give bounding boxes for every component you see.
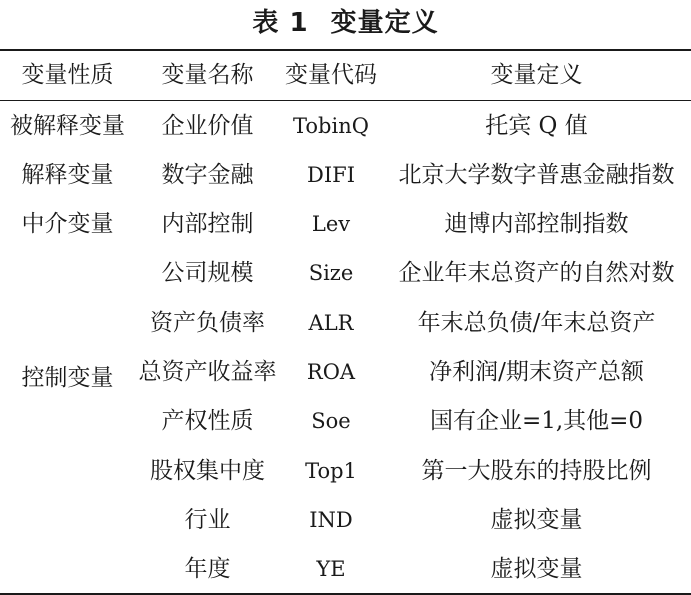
row-code: YE — [316, 557, 346, 581]
table-caption: 变量定义 — [330, 8, 439, 38]
row-code: ALR — [308, 311, 354, 335]
header-rule — [0, 100, 691, 101]
row-name: 数字金融 — [161, 162, 254, 188]
row-code: DIFI — [307, 163, 355, 187]
row-definition: 虚拟变量 — [490, 507, 583, 533]
row-name: 年度 — [184, 556, 231, 582]
row-definition: 北京大学数字普惠金融指数 — [398, 162, 675, 188]
row-code: Soe — [311, 409, 351, 433]
row-name: 资产负债率 — [150, 310, 265, 336]
row-definition: 第一大股东的持股比例 — [421, 458, 652, 484]
category-mediator: 中介变量 — [21, 211, 114, 237]
header-category: 变量性质 — [21, 62, 114, 88]
row-definition: 虚拟变量 — [490, 556, 583, 582]
row-name: 企业价值 — [161, 113, 254, 139]
table-title — [0, 8, 691, 38]
row-code: Top1 — [305, 459, 357, 483]
row-definition: 企业年末总资产的自然对数 — [398, 260, 675, 286]
row-name: 总资产收益率 — [138, 359, 277, 385]
row-name: 内部控制 — [161, 211, 254, 237]
header-name: 变量名称 — [161, 62, 254, 88]
row-code: Lev — [311, 212, 351, 236]
row-name: 产权性质 — [161, 408, 254, 434]
category-control: 控制变量 — [21, 365, 114, 391]
top-rule — [0, 49, 691, 51]
row-definition: 迪博内部控制指数 — [444, 211, 629, 237]
header-code: 变量代码 — [285, 62, 377, 88]
row-definition: 净利润/期末资产总额 — [429, 359, 644, 385]
category-dependent: 被解释变量 — [10, 113, 125, 139]
row-code: Size — [308, 261, 354, 285]
row-definition: 国有企业=1,其他=0 — [429, 408, 644, 434]
category-independent: 解释变量 — [21, 162, 114, 188]
row-code: IND — [309, 508, 353, 532]
row-definition: 托宾 Q 值 — [485, 113, 588, 139]
row-name: 行业 — [184, 507, 231, 533]
row-definition: 年末总负债/年末总资产 — [417, 310, 656, 336]
row-name: 股权集中度 — [150, 458, 265, 484]
row-code: ROA — [306, 360, 356, 384]
row-code: TobinQ — [293, 114, 369, 138]
table-number: 表 1 — [252, 8, 309, 38]
header-definition: 变量定义 — [490, 62, 583, 88]
row-name: 公司规模 — [161, 260, 254, 286]
